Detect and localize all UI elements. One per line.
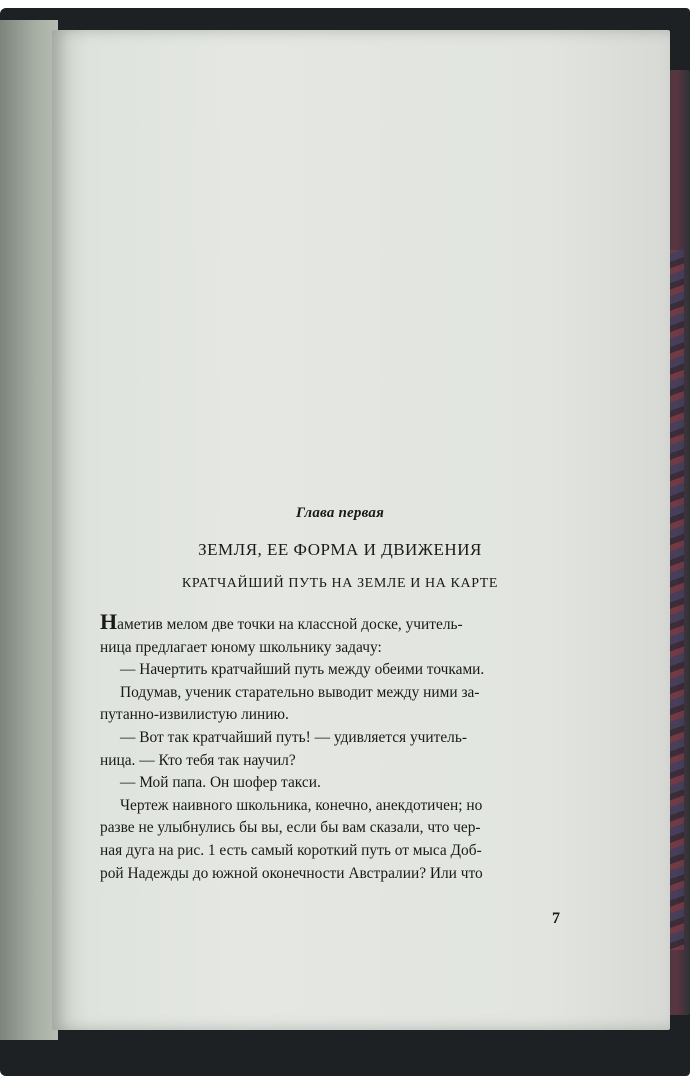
paragraph-3 <box>100 682 580 727</box>
page-number: 7 <box>552 910 560 927</box>
text-line: ница предлагает юному школьнику задачу: <box>100 638 382 656</box>
text-line: аметив мелом две точки на классной доске, учитель- <box>117 616 463 633</box>
chapter-label: Глава первая <box>295 505 385 521</box>
text-line: путанно-извилистую линию. <box>100 706 289 724</box>
text-line: ная дуга на рис. 1 есть самый короткий путь от мыса Доб- <box>100 841 482 859</box>
drop-cap: Н <box>100 609 118 634</box>
page-text <box>100 505 580 885</box>
paragraph-4 <box>100 727 580 772</box>
paragraph-5 <box>100 772 580 795</box>
text-line: Подумав, ученик старательно выводит между ними за- <box>120 683 480 701</box>
chapter-title: ЗЕМЛЯ, ЕЕ ФОРМА И ДВИЖЕНИЯ <box>198 540 482 559</box>
text-line: ница. — Кто тебя так научил? <box>100 751 296 769</box>
text-line: — Начертить кратчайший путь между обеими точками. <box>120 661 485 679</box>
paragraph-6 <box>100 795 580 885</box>
paragraph-2 <box>100 659 580 682</box>
text-line: разве не улыбнулись бы вы, если бы вам сказали, что чер- <box>100 819 481 837</box>
section-title: КРАТЧАЙШИЙ ПУТЬ НА ЗЕМЛЕ И НА КАРТЕ <box>181 576 499 591</box>
text-line: — Мой папа. Он шофер такси. <box>120 774 321 792</box>
text-line: — Вот так кратчайший путь! — удивляется учитель- <box>120 728 468 746</box>
left-page <box>0 20 58 1040</box>
text-line: рой Надежды до южной оконечности Австралии? Или что <box>100 864 483 882</box>
text-line: Чертеж наивного школьника, конечно, анекдотичен; но <box>120 796 483 814</box>
paragraph-1 <box>100 609 580 659</box>
